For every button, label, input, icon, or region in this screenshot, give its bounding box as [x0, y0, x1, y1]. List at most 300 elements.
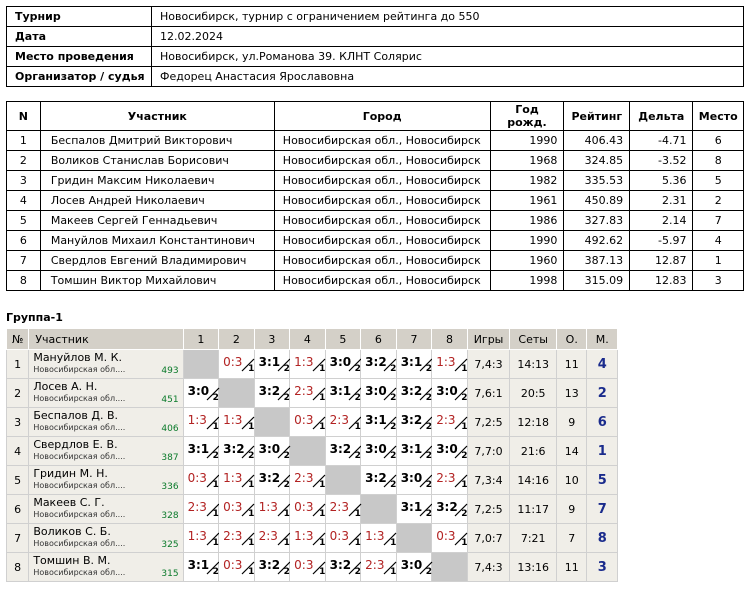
match-points: 1	[248, 480, 255, 490]
match-score: 0:3	[294, 558, 314, 572]
match-points: 2	[425, 364, 432, 374]
grid-row	[7, 437, 618, 466]
match-points: 2	[354, 364, 361, 374]
grid-player-city: Новосибирская обл....	[33, 539, 126, 548]
participant-city: Новосибирская обл., Новосибирск	[274, 231, 490, 251]
match-score: 3:2	[436, 500, 458, 514]
match-result	[432, 466, 468, 495]
match-points: 1	[319, 422, 326, 432]
participant-year: 1968	[490, 151, 564, 171]
grid-place: 8	[587, 524, 618, 553]
match-points: 1	[319, 567, 326, 577]
match-score: 1:3	[294, 529, 314, 543]
match-result	[361, 553, 397, 582]
match-points: 1	[248, 422, 255, 432]
match-score: 3:0	[329, 355, 352, 369]
match-score: 3:2	[329, 558, 352, 572]
match-points: 2	[461, 451, 468, 461]
grid-diagonal-cell	[361, 495, 397, 524]
grid-header-opponent: 3	[254, 329, 290, 350]
grid-games: 7,3:4	[467, 466, 510, 495]
match-points: 2	[390, 364, 397, 374]
match-score: 1:3	[223, 471, 243, 485]
participant-number: 6	[7, 231, 41, 251]
group-results-grid	[6, 328, 618, 582]
grid-place: 4	[587, 350, 618, 379]
participant-rating: 492.62	[564, 231, 630, 251]
participant-rating: 315.09	[564, 271, 630, 291]
match-result	[254, 495, 290, 524]
match-score: 0:3	[223, 355, 243, 369]
table-row	[7, 191, 744, 211]
grid-player-rating: 406	[161, 424, 179, 434]
grid-player-rating: 328	[161, 511, 179, 521]
match-points: 1	[461, 480, 468, 490]
grid-games: 7,2:5	[467, 408, 510, 437]
match-score: 3:0	[365, 442, 387, 456]
match-result	[219, 437, 255, 466]
match-points: 2	[354, 451, 361, 461]
grid-games: 7,2:5	[467, 495, 510, 524]
grid-header-sets: Сеты	[510, 329, 557, 350]
match-points: 1	[283, 538, 290, 548]
match-points: 2	[461, 393, 468, 403]
match-result	[432, 437, 468, 466]
match-result	[325, 524, 361, 553]
grid-points: 7	[557, 524, 587, 553]
table-row	[7, 151, 744, 171]
match-score: 3:0	[400, 471, 423, 485]
participant-delta: -5.97	[630, 231, 693, 251]
match-result	[396, 495, 432, 524]
match-points: 1	[354, 509, 361, 519]
grid-player	[29, 553, 183, 582]
match-result	[396, 437, 432, 466]
grid-player-rating: 336	[161, 482, 179, 492]
grid-player	[29, 437, 183, 466]
participant-number: 8	[7, 271, 41, 291]
match-result	[290, 408, 326, 437]
participant-rating: 406.43	[564, 131, 630, 151]
grid-player-name: Беспалов Д. В.	[33, 409, 118, 422]
match-score: 3:2	[258, 471, 281, 485]
grid-row	[7, 408, 618, 437]
participants-table	[6, 101, 744, 291]
match-result	[290, 524, 326, 553]
grid-player-city: Новосибирская обл....	[33, 365, 126, 374]
match-result	[183, 466, 219, 495]
participants-header: Год рожд.	[490, 102, 564, 131]
match-result	[219, 524, 255, 553]
match-score: 1:3	[294, 355, 314, 369]
info-value: 12.02.2024	[152, 27, 744, 47]
grid-header-opponent: 4	[290, 329, 326, 350]
match-score: 2:3	[436, 471, 456, 485]
match-points: 1	[212, 538, 219, 548]
match-score: 1:3	[223, 413, 243, 427]
tournament-info-table	[6, 6, 744, 87]
participant-year: 1961	[490, 191, 564, 211]
match-points: 1	[319, 393, 326, 403]
participant-place: 5	[693, 171, 744, 191]
grid-header-opponent: 2	[219, 329, 255, 350]
info-row	[7, 67, 744, 87]
participant-city: Новосибирская обл., Новосибирск	[274, 191, 490, 211]
match-score: 1:3	[258, 500, 278, 514]
grid-player-city: Новосибирская обл....	[33, 568, 126, 577]
match-score: 3:1	[365, 413, 387, 427]
match-points: 2	[212, 567, 219, 577]
match-result	[396, 553, 432, 582]
match-score: 3:2	[400, 413, 423, 427]
match-result	[361, 379, 397, 408]
grid-player-city: Новосибирская обл....	[33, 423, 126, 432]
grid-row	[7, 350, 618, 379]
grid-row-number: 5	[7, 466, 29, 495]
table-row	[7, 131, 744, 151]
participant-name: Гридин Максим Николаевич	[40, 171, 274, 191]
participant-name: Беспалов Дмитрий Викторович	[40, 131, 274, 151]
match-result	[219, 553, 255, 582]
match-points: 2	[461, 509, 468, 519]
match-score: 0:3	[223, 558, 243, 572]
match-score: 2:3	[294, 471, 314, 485]
match-score: 0:3	[294, 413, 314, 427]
grid-player-city: Новосибирская обл....	[33, 510, 126, 519]
grid-row-number: 2	[7, 379, 29, 408]
grid-row	[7, 524, 618, 553]
participant-number: 5	[7, 211, 41, 231]
participant-name: Воликов Станислав Борисович	[40, 151, 274, 171]
grid-points: 10	[557, 466, 587, 495]
match-points: 2	[390, 422, 397, 432]
participant-number: 1	[7, 131, 41, 151]
match-points: 2	[212, 451, 219, 461]
match-result	[396, 350, 432, 379]
participant-delta: 2.14	[630, 211, 693, 231]
participants-header: Дельта	[630, 102, 693, 131]
match-score: 3:1	[400, 355, 423, 369]
match-points: 2	[425, 422, 432, 432]
info-row	[7, 47, 744, 67]
match-score: 3:0	[365, 384, 387, 398]
grid-sets: 12:18	[510, 408, 557, 437]
match-result	[219, 350, 255, 379]
match-result	[325, 350, 361, 379]
match-result	[254, 524, 290, 553]
match-result	[361, 350, 397, 379]
match-result	[396, 466, 432, 495]
match-score: 3:1	[258, 355, 281, 369]
match-points: 1	[248, 509, 255, 519]
match-result	[290, 495, 326, 524]
participant-city: Новосибирская обл., Новосибирск	[274, 171, 490, 191]
grid-player-rating: 493	[161, 366, 179, 376]
match-result	[183, 408, 219, 437]
grid-games: 7,0:7	[467, 524, 510, 553]
grid-points: 11	[557, 553, 587, 582]
grid-diagonal-cell	[290, 437, 326, 466]
grid-sets: 21:6	[510, 437, 557, 466]
grid-player	[29, 466, 183, 495]
grid-points: 14	[557, 437, 587, 466]
participant-delta: -4.71	[630, 131, 693, 151]
info-label: Место проведения	[7, 47, 152, 67]
match-score: 3:1	[329, 384, 352, 398]
grid-player-name: Лосев А. Н.	[33, 380, 98, 393]
match-points: 2	[354, 393, 361, 403]
match-score: 3:2	[329, 442, 352, 456]
grid-games: 7,4:3	[467, 350, 510, 379]
grid-header-opponent: 7	[396, 329, 432, 350]
match-score: 2:3	[365, 558, 385, 572]
match-score: 1:3	[187, 529, 207, 543]
participant-year: 1998	[490, 271, 564, 291]
match-points: 2	[283, 364, 290, 374]
info-value: Федорец Анастасия Ярославовна	[152, 67, 744, 87]
match-points: 2	[425, 393, 432, 403]
match-result	[183, 553, 219, 582]
grid-player	[29, 379, 183, 408]
participant-number: 3	[7, 171, 41, 191]
participant-place: 6	[693, 131, 744, 151]
match-result	[290, 466, 326, 495]
match-result	[290, 553, 326, 582]
participant-place: 2	[693, 191, 744, 211]
table-row	[7, 231, 744, 251]
match-score: 0:3	[223, 500, 243, 514]
match-points: 1	[390, 567, 397, 577]
match-result	[432, 408, 468, 437]
participant-city: Новосибирская обл., Новосибирск	[274, 131, 490, 151]
participant-place: 7	[693, 211, 744, 231]
grid-sets: 14:13	[510, 350, 557, 379]
match-result	[432, 524, 468, 553]
match-points: 2	[283, 451, 290, 461]
participant-year: 1960	[490, 251, 564, 271]
match-result	[254, 350, 290, 379]
grid-place: 1	[587, 437, 618, 466]
match-points: 1	[248, 538, 255, 548]
grid-points: 11	[557, 350, 587, 379]
grid-header-opponent: 5	[325, 329, 361, 350]
participant-delta: 12.87	[630, 251, 693, 271]
match-result	[254, 437, 290, 466]
grid-points: 9	[557, 408, 587, 437]
match-points: 2	[283, 567, 290, 577]
participant-rating: 324.85	[564, 151, 630, 171]
match-score: 0:3	[294, 500, 314, 514]
grid-row	[7, 553, 618, 582]
match-points: 2	[390, 393, 397, 403]
info-label: Дата	[7, 27, 152, 47]
grid-header-player: Участник	[29, 329, 183, 350]
participant-name: Лосев Андрей Николаевич	[40, 191, 274, 211]
match-points: 1	[212, 509, 219, 519]
match-points: 1	[461, 364, 468, 374]
grid-place: 7	[587, 495, 618, 524]
grid-header-points: О.	[557, 329, 587, 350]
info-label: Организатор / судья	[7, 67, 152, 87]
match-points: 1	[212, 480, 219, 490]
match-score: 2:3	[223, 529, 243, 543]
match-score: 2:3	[436, 413, 456, 427]
grid-row	[7, 379, 618, 408]
match-result	[432, 379, 468, 408]
match-result	[254, 379, 290, 408]
participant-place: 3	[693, 271, 744, 291]
match-score: 3:2	[365, 355, 387, 369]
grid-header-opponent: 6	[361, 329, 397, 350]
grid-row-number: 1	[7, 350, 29, 379]
participant-number: 2	[7, 151, 41, 171]
match-points: 1	[319, 538, 326, 548]
grid-row-number: 8	[7, 553, 29, 582]
participants-header: Место	[693, 102, 744, 131]
match-points: 2	[354, 567, 361, 577]
grid-diagonal-cell	[325, 466, 361, 495]
participant-rating: 387.13	[564, 251, 630, 271]
match-score: 1:3	[187, 413, 207, 427]
match-score: 3:1	[187, 558, 210, 572]
grid-player-name: Томшин В. М.	[33, 554, 111, 567]
grid-row	[7, 495, 618, 524]
participant-name: Томшин Виктор Михайлович	[40, 271, 274, 291]
grid-points: 13	[557, 379, 587, 408]
match-score: 2:3	[329, 500, 349, 514]
match-points: 2	[212, 393, 219, 403]
grid-row-number: 3	[7, 408, 29, 437]
grid-player-rating: 387	[161, 453, 179, 463]
match-result	[361, 437, 397, 466]
grid-place: 5	[587, 466, 618, 495]
match-score: 3:1	[400, 500, 423, 514]
participant-year: 1990	[490, 231, 564, 251]
grid-row-number: 7	[7, 524, 29, 553]
grid-sets: 14:16	[510, 466, 557, 495]
match-score: 0:3	[436, 529, 456, 543]
match-result	[290, 379, 326, 408]
participant-city: Новосибирская обл., Новосибирск	[274, 251, 490, 271]
grid-player	[29, 408, 183, 437]
match-points: 1	[319, 480, 326, 490]
match-result	[396, 408, 432, 437]
grid-row-number: 6	[7, 495, 29, 524]
match-score: 2:3	[329, 413, 349, 427]
grid-player-rating: 325	[161, 540, 179, 550]
grid-diagonal-cell	[432, 553, 468, 582]
match-score: 3:2	[223, 442, 245, 456]
info-value: Новосибирск, турнир с ограничением рейтинга до 550	[152, 7, 744, 27]
grid-place: 2	[587, 379, 618, 408]
match-result	[325, 408, 361, 437]
match-score: 1:3	[365, 529, 385, 543]
participants-header: Рейтинг	[564, 102, 630, 131]
match-result	[361, 466, 397, 495]
table-row	[7, 171, 744, 191]
match-points: 2	[425, 567, 432, 577]
match-result	[219, 408, 255, 437]
participant-city: Новосибирская обл., Новосибирск	[274, 151, 490, 171]
participant-name: Мануйлов Михаил Константинович	[40, 231, 274, 251]
match-points: 2	[283, 393, 290, 403]
match-points: 2	[425, 509, 432, 519]
participants-header: Участник	[40, 102, 274, 131]
match-score: 3:2	[258, 384, 281, 398]
grid-player-name: Воликов С. Б.	[33, 525, 111, 538]
match-score: 3:0	[400, 558, 423, 572]
match-result	[254, 466, 290, 495]
grid-sets: 7:21	[510, 524, 557, 553]
match-score: 3:2	[258, 558, 281, 572]
grid-player-rating: 315	[161, 569, 179, 579]
participant-delta: 12.83	[630, 271, 693, 291]
match-points: 1	[461, 422, 468, 432]
match-result	[396, 379, 432, 408]
match-score: 0:3	[329, 529, 349, 543]
match-points: 1	[390, 538, 397, 548]
match-points: 1	[319, 509, 326, 519]
group-title: Группа-1	[6, 311, 63, 324]
grid-header-games: Игры	[467, 329, 510, 350]
match-points: 1	[354, 538, 361, 548]
match-score: 3:2	[400, 384, 423, 398]
match-points: 2	[248, 451, 255, 461]
grid-diagonal-cell	[183, 350, 219, 379]
match-score: 0:3	[187, 471, 207, 485]
grid-header-opponent: 1	[183, 329, 219, 350]
match-result	[219, 466, 255, 495]
table-row	[7, 251, 744, 271]
participant-rating: 450.89	[564, 191, 630, 211]
match-points: 1	[248, 567, 255, 577]
grid-player-rating: 451	[161, 395, 179, 405]
grid-player	[29, 495, 183, 524]
table-row	[7, 211, 744, 231]
match-result	[361, 408, 397, 437]
info-value: Новосибирск, ул.Романова 39. КЛНТ Солярис	[152, 47, 744, 67]
grid-diagonal-cell	[219, 379, 255, 408]
match-points: 1	[354, 422, 361, 432]
grid-games: 7,7:0	[467, 437, 510, 466]
match-result	[290, 350, 326, 379]
participant-rating: 327.83	[564, 211, 630, 231]
grid-sets: 20:5	[510, 379, 557, 408]
match-score: 3:1	[187, 442, 210, 456]
match-score: 3:0	[436, 384, 458, 398]
participant-year: 1982	[490, 171, 564, 191]
grid-sets: 11:17	[510, 495, 557, 524]
grid-player	[29, 524, 183, 553]
grid-header-opponent: 8	[432, 329, 468, 350]
match-score: 3:2	[365, 471, 387, 485]
match-points: 2	[390, 451, 397, 461]
participant-rating: 335.53	[564, 171, 630, 191]
match-result	[325, 437, 361, 466]
grid-player	[29, 350, 183, 379]
participant-name: Свердлов Евгений Владимирович	[40, 251, 274, 271]
participant-delta: -3.52	[630, 151, 693, 171]
info-row	[7, 27, 744, 47]
match-score: 2:3	[294, 384, 314, 398]
participant-place: 8	[693, 151, 744, 171]
match-result	[183, 495, 219, 524]
grid-diagonal-cell	[254, 408, 290, 437]
grid-player-name: Свердлов Е. В.	[33, 438, 118, 451]
match-points: 1	[461, 538, 468, 548]
grid-header-place: М.	[587, 329, 618, 350]
match-points: 2	[390, 480, 397, 490]
